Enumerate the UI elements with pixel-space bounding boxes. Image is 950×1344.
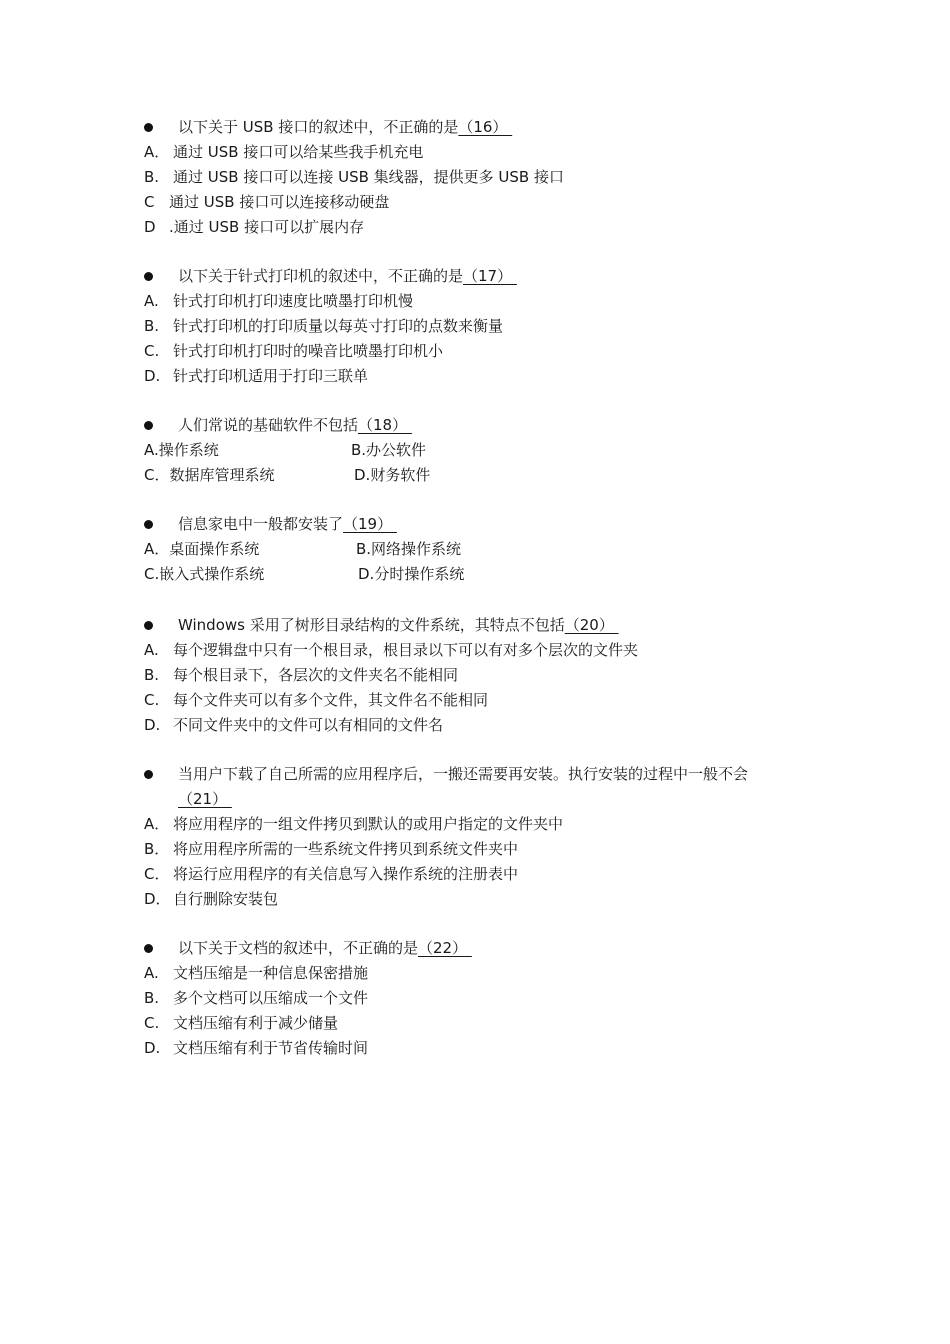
bullet-icon [144, 123, 153, 132]
question-stem: Windows 采用了树形目录结构的文件系统，其特点不包括 [178, 616, 565, 634]
question-21 [144, 762, 824, 912]
option-text: 针式打印机适用于打印三联单 [173, 367, 369, 385]
option-text: 多个文档可以压缩成一个文件 [173, 989, 369, 1007]
option-letter: B. [144, 989, 160, 1007]
option-right: D.财务软件 [354, 466, 431, 484]
question-18 [144, 413, 824, 488]
answer-blank: （17） [463, 267, 517, 285]
option-a [144, 812, 824, 837]
option-a [144, 638, 824, 663]
option-row [144, 537, 824, 562]
option-text: 自行删除安装包 [173, 890, 279, 908]
option-letter: A. [144, 292, 159, 310]
option-left: A．桌面操作系统 [144, 540, 260, 558]
bullet-icon [144, 770, 153, 779]
option-letter: A． [144, 143, 170, 161]
option-letter: D. [144, 367, 161, 385]
option-c [144, 862, 824, 887]
option-letter: C. [144, 691, 160, 709]
answer-blank: （21） [178, 790, 232, 808]
option-letter: B． [144, 840, 170, 858]
question-19 [144, 512, 824, 587]
answer-blank: （20） [564, 616, 619, 634]
bullet-icon [144, 520, 153, 529]
option-c [144, 339, 824, 364]
bullet-icon [144, 272, 153, 281]
option-d [144, 215, 824, 240]
option-text: 将应用程序所需的一些系统文件拷贝到系统文件夹中 [173, 840, 519, 858]
answer-blank: （19） [343, 515, 397, 533]
option-letter: A． [144, 815, 170, 833]
option-right: D.分时操作系统 [358, 565, 465, 583]
option-letter: C [144, 193, 155, 211]
option-letter: B. [144, 317, 160, 335]
question-20 [144, 613, 824, 738]
answer-blank: （22） [418, 939, 472, 957]
option-left: A.操作系统 [144, 441, 219, 459]
option-d [144, 887, 824, 912]
question-17 [144, 264, 824, 389]
option-row [144, 438, 824, 463]
question-stem: 信息家电中一般都安装了 [178, 515, 344, 533]
question-stem: 以下关于 USB 接口的叙述中，不正确的是 [178, 118, 459, 136]
option-letter: C. [144, 342, 160, 360]
question-22 [144, 936, 824, 1061]
question-stem: 以下关于文档的叙述中，不正确的是 [178, 939, 419, 957]
option-letter: D [144, 218, 156, 236]
answer-blank: （18） [358, 416, 412, 434]
option-letter: C. [144, 1014, 160, 1032]
question-stem: 以下关于针式打印机的叙述中，不正确的是 [178, 267, 464, 285]
question-16 [144, 115, 824, 240]
option-c [144, 190, 824, 215]
option-row [144, 463, 824, 488]
option-a [144, 289, 824, 314]
option-c [144, 1011, 824, 1036]
option-text: 每个文件夹可以有多个文件，其文件名不能相同 [173, 691, 489, 709]
option-left: C．数据库管理系统 [144, 466, 275, 484]
option-c [144, 688, 824, 713]
question-stem: 人们常说的基础软件不包括 [178, 416, 359, 434]
option-row [144, 562, 824, 587]
option-text: 通过 USB 接口可以给某些我手机充电 [173, 143, 424, 161]
bullet-icon [144, 621, 153, 630]
option-b [144, 837, 824, 862]
question-stem: 当用户下载了自己所需的应用程序后，一搬还需要再安装。执行安装的过程中一般不会 [178, 765, 749, 783]
option-letter: D. [144, 716, 161, 734]
option-a [144, 961, 824, 986]
option-text: 通过 USB 接口可以连接移动硬盘 [169, 193, 390, 211]
option-text: 文档压缩有利于减少储量 [173, 1014, 339, 1032]
option-d [144, 713, 824, 738]
option-letter: B. [144, 168, 160, 186]
option-left: C.嵌入式操作系统 [144, 565, 265, 583]
option-text: 针式打印机打印时的噪音比喷墨打印机小 [173, 342, 444, 360]
option-text: 文档压缩有利于节省传输时间 [173, 1039, 369, 1057]
option-b [144, 314, 824, 339]
option-text: 针式打印机的打印质量以每英寸打印的点数来衡量 [173, 317, 504, 335]
option-letter: B. [144, 666, 160, 684]
option-b [144, 663, 824, 688]
option-text: .通过 USB 接口可以扩展内存 [169, 218, 365, 236]
option-text: 将应用程序的一组文件拷贝到默认的或用户指定的文件夹中 [173, 815, 564, 833]
option-text: 通过 USB 接口可以连接 USB 集线器，提供更多 USB 接口 [173, 168, 564, 186]
option-text: 每个根目录下，各层次的文件夹名不能相同 [173, 666, 459, 684]
answer-blank: （16） [458, 118, 513, 136]
option-right: B.网络操作系统 [356, 540, 462, 558]
option-letter: C． [144, 865, 170, 883]
option-letter: A. [144, 641, 159, 659]
option-letter: D. [144, 1039, 161, 1057]
option-letter: D． [144, 890, 171, 908]
option-d [144, 364, 824, 389]
option-d [144, 1036, 824, 1061]
bullet-icon [144, 421, 153, 430]
option-text: 文档压缩是一种信息保密措施 [173, 964, 369, 982]
bullet-icon [144, 944, 153, 953]
option-right: B.办公软件 [351, 441, 427, 459]
option-letter: A. [144, 964, 159, 982]
option-text: 将运行应用程序的有关信息写入操作系统的注册表中 [173, 865, 519, 883]
option-b [144, 165, 824, 190]
option-a [144, 140, 824, 165]
option-b [144, 986, 824, 1011]
option-text: 每个逻辑盘中只有一个根目录，根目录以下可以有对多个层次的文件夹 [173, 641, 639, 659]
option-text: 针式打印机打印速度比喷墨打印机慢 [173, 292, 414, 310]
option-text: 不同文件夹中的文件可以有相同的文件名 [173, 716, 444, 734]
